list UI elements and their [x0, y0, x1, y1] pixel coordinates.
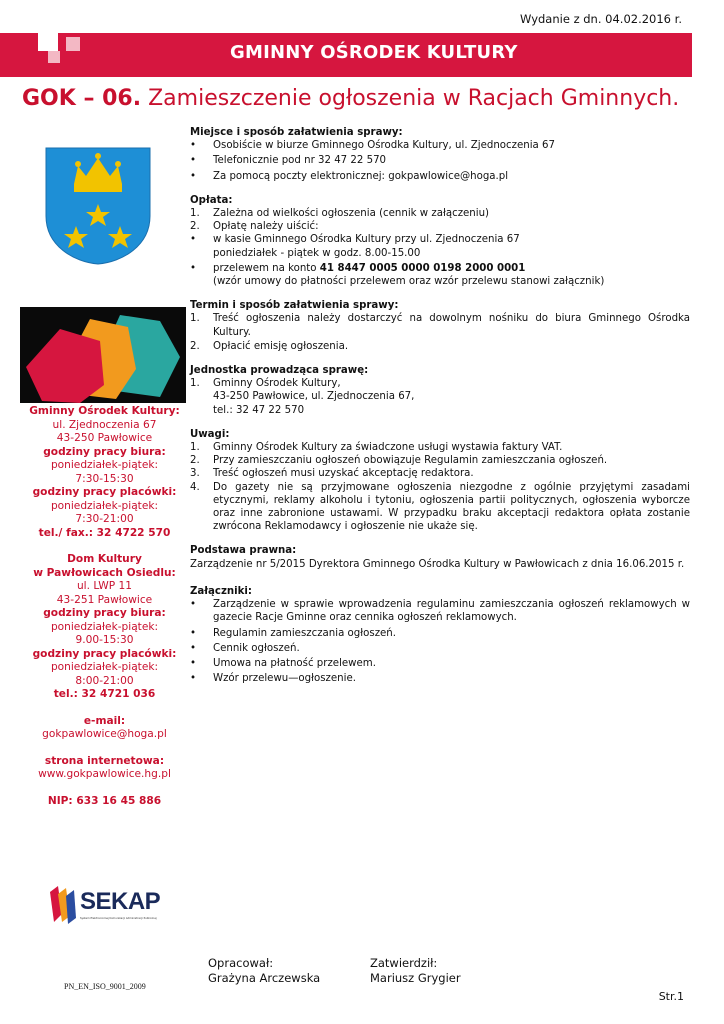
- section-heading: Jednostka prowadząca sprawę:: [190, 365, 369, 377]
- www-link[interactable]: www.gokpawlowice.hg.pl: [38, 768, 171, 780]
- approved-by: [370, 956, 461, 986]
- dk-site-days: poniedziałek-piątek:: [50, 661, 159, 673]
- nip: NIP: 633 16 45 886: [47, 794, 162, 807]
- office-hours-label: godziny pracy biura:: [43, 445, 166, 458]
- list-item: 1. Zależna od wielkości ogłoszenia (cennik w załączeniu): [190, 208, 490, 220]
- list-item: • Umowa na płatność przelewem.: [190, 657, 376, 669]
- list-item: 1. Gminny Ośrodek Kultury, 43-250 Pawłowice, ul. Zjednoczenia 67, tel.: 32 47 22 570: [190, 378, 415, 416]
- decor-square: [48, 51, 60, 63]
- office-hours: 7:30-15:30: [75, 472, 134, 485]
- approved-label: Zatwierdził:: [370, 956, 438, 970]
- sekap-logo-mark: [48, 884, 78, 924]
- list-item: 2. Opłacić emisję ogłoszenia.: [190, 340, 349, 352]
- header-title: GMINNY OŚRODEK KULTURY: [230, 42, 518, 63]
- email-label: e-mail:: [83, 714, 126, 727]
- list-item: • Telefonicznie pod nr 32 47 22 570: [190, 155, 387, 167]
- section-zalaczniki: [190, 585, 690, 685]
- email-link[interactable]: gokpawlowice@hoga.pl: [42, 728, 167, 740]
- section-podstawa: [190, 544, 690, 570]
- doc-code: GOK – 06.: [22, 86, 142, 111]
- list-item: 4. Do gazety nie są przyjmowane ogłoszenia niezgodne z ogólnie przyjętymi zasadami etycznymi, reklamy alkoholu i tytoniu, ogłoszenia partii politycznych, ogłoszenia wyborcze oraz inne zabronione ustawami. W przypadku braku akceptacji redaktora opłata zostanie zwrócona Reklamodawcy i ogłoszenie nie ukaże się.: [190, 481, 690, 533]
- document-title: [22, 86, 679, 111]
- list-item: • Cennik ogłoszeń.: [190, 642, 300, 654]
- dk-site-label: godziny pracy placówki:: [32, 647, 177, 660]
- prepared-name: Grażyna Arczewska: [208, 971, 321, 985]
- dk-phone: tel.: 32 4721 036: [53, 688, 156, 700]
- dk-office-label: godziny pracy biura:: [43, 607, 166, 619]
- section-heading: Termin i sposób załatwienia sprawy:: [190, 300, 399, 312]
- section-oplata: [190, 194, 690, 288]
- office-days: poniedziałek-piątek:: [50, 459, 159, 471]
- dk-site-hours: 8:00-21:00: [75, 674, 134, 687]
- list-item: • Wzór przelewu—ogłoszenie.: [190, 673, 356, 685]
- list-item: 1. Treść ogłoszenia należy dostarczyć na dowolnym nośniku do biura Gminnego Ośrodka Kultury.: [190, 313, 690, 338]
- gok-street: ul. Zjednoczenia 67: [52, 418, 157, 431]
- list-item: 2. Opłatę należy uiścić:: [190, 221, 319, 233]
- list-item: • Zarządzenie w sprawie wprowadzenia regulaminu zamieszczania ogłoszeń reklamowych w gazecie Racje Gminne oraz cennika ogłoszeń reklamowych.: [190, 599, 690, 624]
- dk-city: 43-251 Pawłowice: [56, 593, 153, 606]
- section-uwagi: [190, 428, 690, 534]
- page-number: Str.1: [658, 990, 684, 1003]
- section-heading: Uwagi:: [190, 428, 230, 440]
- www-label: strona internetowa:: [44, 754, 165, 767]
- dk-street: ul. LWP 11: [76, 580, 133, 592]
- site-hours-label: godziny pracy placówki:: [32, 486, 177, 498]
- list-item: 2. Przy zamieszczaniu ogłoszeń obowiązuje Regulamin zamieszczania ogłoszeń.: [190, 455, 608, 467]
- sekap-logo-text: SEKAP: [80, 888, 161, 915]
- prepared-by: [208, 956, 320, 986]
- dk-office-hours: 9.00-15:30: [75, 634, 134, 646]
- doc-title-text: Zamieszczenie ogłoszenia w Racjach Gminnych.: [148, 86, 680, 111]
- site-days: poniedziałek-piątek:: [50, 499, 159, 512]
- main-content: [190, 126, 690, 696]
- dk-name-2: w Pawłowicach Osiedlu:: [33, 566, 176, 579]
- legal-basis-text: Zarządzenie nr 5/2015 Dyrektora Gminnego Ośrodka Kultury w Pawłowicach z dnia 16.06.2015 r.: [190, 558, 685, 570]
- sidebar-contact: [22, 405, 187, 808]
- site-hours: 7:30-21:00: [75, 513, 134, 525]
- section-heading: Podstawa prawna:: [190, 545, 297, 557]
- coat-of-arms-image: [44, 146, 152, 266]
- dk-office-days: poniedziałek-piątek:: [50, 620, 159, 633]
- edition-date: Wydanie z dn. 04.02.2016 r.: [520, 12, 682, 26]
- section-termin: [190, 299, 690, 353]
- section-heading: Miejsce i sposób załatwienia sprawy:: [190, 127, 403, 138]
- gok-city: 43-250 Pawłowice: [56, 432, 153, 444]
- sekap-logo-subtitle: System Elektronicznej Komunikacji Administracji Publicznej: [80, 917, 157, 920]
- section-heading: Opłata:: [190, 194, 233, 206]
- section-jednostka: [190, 364, 690, 417]
- list-item: • Regulamin zamieszczania ogłoszeń.: [190, 627, 397, 639]
- dk-name: Dom Kultury: [67, 553, 142, 565]
- list-item: 3. Treść ogłoszeń musi uzyskać akceptację redaktora.: [190, 468, 474, 480]
- list-item: • przelewem na konto 41 8447 0005 0000 0198 2000 0001 (wzór umowy do płatności przelewem oraz wzór przelewu stanowi załącznik): [190, 262, 605, 288]
- decor-square: [66, 37, 80, 51]
- list-item: 1. Gminny Ośrodek Kultury za świadczone usługi wystawia faktury VAT.: [190, 442, 563, 454]
- list-item: • w kasie Gminnego Ośrodka Kultury przy ul. Zjednoczenia 67 poniedziałek - piątek w godz. 8.00-15.00: [190, 234, 520, 259]
- section-heading: Załączniki:: [190, 585, 252, 597]
- gok-logo-image: [20, 307, 186, 403]
- approved-name: Mariusz Grygier: [370, 971, 461, 985]
- gok-name: Gminny Ośrodek Kultury:: [29, 405, 180, 417]
- prepared-label: Opracował:: [208, 956, 274, 970]
- decor-square: [38, 31, 58, 51]
- bank-account: 41 8447 0005 0000 0198 2000 0001: [319, 262, 526, 274]
- section-miejsce: [190, 126, 690, 183]
- list-item: • Za pomocą poczty elektronicznej: gokpawlowice@hoga.pl: [190, 170, 509, 182]
- iso-label: PN_EN_ISO_9001_2009: [64, 982, 146, 991]
- gok-phone: tel./ fax.: 32 4722 570: [38, 526, 171, 539]
- list-item: • Osobiście w biurze Gminnego Ośrodka Kultury, ul. Zjednoczenia 67: [190, 140, 555, 152]
- sekap-logo: [48, 882, 168, 928]
